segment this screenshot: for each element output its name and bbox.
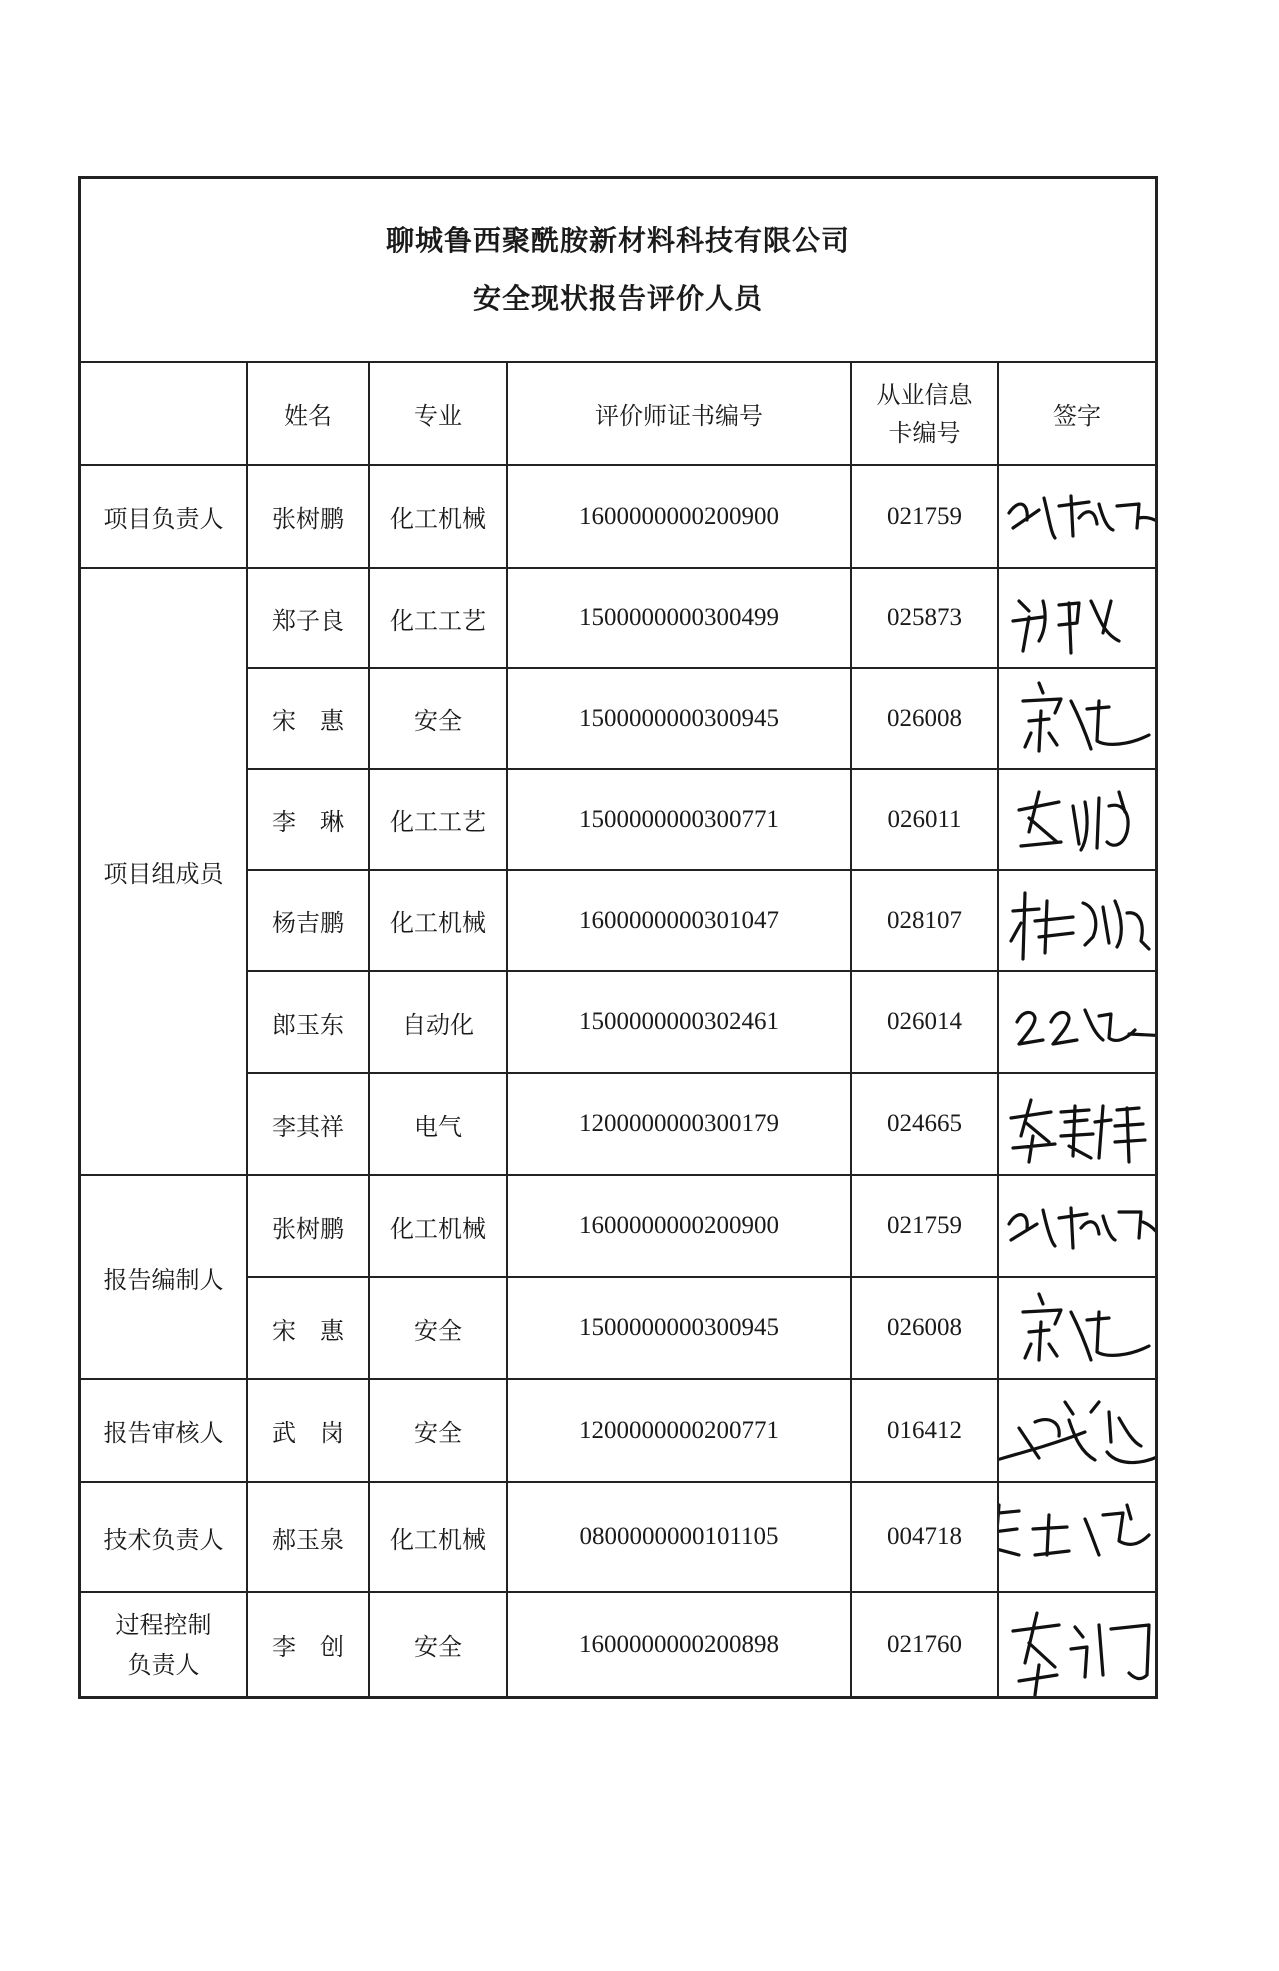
cert-no-cell: 1600000000200900 [507,1175,851,1277]
specialty-cell: 化工工艺 [369,568,507,668]
role-cell: 报告审核人 [81,1379,247,1482]
signature-cell [998,971,1155,1073]
role-cell: 报告编制人 [81,1175,247,1379]
header-name: 姓名 [247,363,369,465]
specialty-cell: 化工机械 [369,1175,507,1277]
card-no-cell: 021760 [851,1592,998,1696]
name-cell: 李 创 [247,1592,369,1696]
card-no-cell: 021759 [851,465,998,568]
handwritten-signature [999,769,1155,870]
header-specialty: 专业 [369,363,507,465]
header-row [81,363,1155,465]
table-row [81,465,1155,568]
signature-cell [998,1073,1155,1175]
handwritten-signature [999,1277,1155,1379]
specialty-cell: 电气 [369,1073,507,1175]
card-no-cell: 021759 [851,1175,998,1277]
card-no-cell: 026008 [851,668,998,769]
name-cell: 李其祥 [247,1073,369,1175]
signature-cell [998,1482,1155,1592]
handwritten-signature [999,668,1155,769]
card-no-cell: 026008 [851,1277,998,1379]
header-info-card-line1: 从业信息 [876,380,973,409]
role-line: 过程控制 [115,1610,212,1639]
title-block [81,179,1155,363]
personnel-table [81,363,1155,1696]
signature-cell [998,568,1155,668]
specialty-cell: 安全 [369,1277,507,1379]
handwritten-signature [999,1073,1155,1175]
card-no-cell: 028107 [851,870,998,971]
header-info-card [851,363,998,465]
cert-no-cell: 1200000000300179 [507,1073,851,1175]
header-cert-no: 评价师证书编号 [507,363,851,465]
header-info-card-line2: 卡编号 [888,418,961,447]
cert-no-cell: 1600000000301047 [507,870,851,971]
header-role [81,363,247,465]
name-cell: 李 琳 [247,769,369,870]
signature-cell [998,870,1155,971]
handwritten-signature [999,1175,1155,1277]
handwritten-signature [999,1592,1155,1695]
handwritten-signature [999,1482,1155,1585]
cert-no-cell: 1200000000200771 [507,1379,851,1482]
signature-cell [998,769,1155,870]
signature-cell [998,1379,1155,1482]
handwritten-signature [999,1379,1155,1482]
card-no-cell: 026011 [851,769,998,870]
company-title: 聊城鲁西聚酰胺新材料科技有限公司 [385,224,850,257]
table-row [81,1379,1155,1482]
specialty-cell: 安全 [369,1592,507,1696]
signature-cell [998,1277,1155,1379]
name-cell: 郑子良 [247,568,369,668]
role-line: 负责人 [127,1650,200,1679]
signature-cell [998,465,1155,568]
specialty-cell: 化工工艺 [369,769,507,870]
evaluation-personnel-sheet [78,176,1158,1699]
handwritten-signature [999,568,1155,668]
role-cell: 项目负责人 [81,465,247,568]
specialty-cell: 安全 [369,668,507,769]
table-row [81,568,1155,668]
signature-cell [998,1175,1155,1277]
document-subtitle: 安全现状报告评价人员 [472,282,763,315]
table-row [81,1175,1155,1277]
signature-cell [998,668,1155,769]
card-no-cell: 016412 [851,1379,998,1482]
card-no-cell: 004718 [851,1482,998,1592]
table-row [81,1592,1155,1696]
cert-no-cell: 1500000000300771 [507,769,851,870]
name-cell: 宋 惠 [247,668,369,769]
name-cell: 宋 惠 [247,1277,369,1379]
name-cell: 郎玉东 [247,971,369,1073]
handwritten-signature [999,870,1155,971]
card-no-cell: 024665 [851,1073,998,1175]
card-no-cell: 026014 [851,971,998,1073]
cert-no-cell: 0800000000101105 [507,1482,851,1592]
handwritten-signature [999,971,1155,1073]
signature-cell [998,1592,1155,1696]
cert-no-cell: 1500000000302461 [507,971,851,1073]
cert-no-cell: 1600000000200898 [507,1592,851,1696]
specialty-cell: 自动化 [369,971,507,1073]
role-cell: 项目组成员 [81,568,247,1175]
name-cell: 张树鹏 [247,465,369,568]
specialty-cell: 化工机械 [369,465,507,568]
name-cell: 武 岗 [247,1379,369,1482]
cert-no-cell: 1500000000300945 [507,668,851,769]
cert-no-cell: 1600000000200900 [507,465,851,568]
cert-no-cell: 1500000000300945 [507,1277,851,1379]
name-cell: 张树鹏 [247,1175,369,1277]
card-no-cell: 025873 [851,568,998,668]
handwritten-signature [999,465,1155,568]
role-cell: 技术负责人 [81,1482,247,1592]
name-cell: 郝玉泉 [247,1482,369,1592]
specialty-cell: 化工机械 [369,870,507,971]
specialty-cell: 化工机械 [369,1482,507,1592]
role-cell [81,1592,247,1696]
header-signature: 签字 [998,363,1155,465]
specialty-cell: 安全 [369,1379,507,1482]
cert-no-cell: 1500000000300499 [507,568,851,668]
table-row [81,1482,1155,1592]
name-cell: 杨吉鹏 [247,870,369,971]
